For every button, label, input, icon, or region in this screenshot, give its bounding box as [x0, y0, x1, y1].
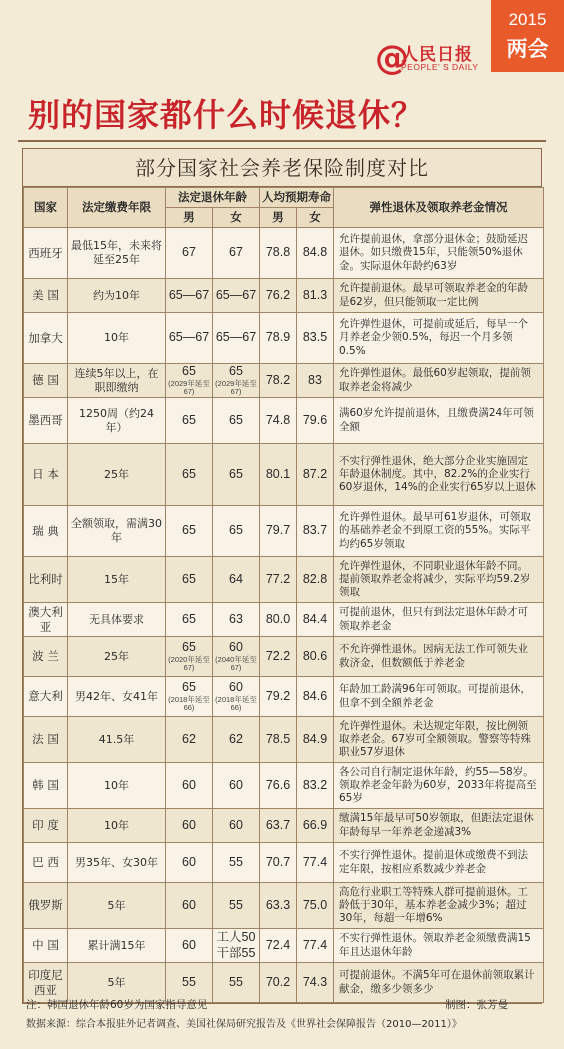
table-row: [24, 603, 544, 637]
cell-pay-years: [68, 603, 166, 637]
cell-retire-male-value: 67: [182, 245, 196, 260]
cell-pay-years-value: 15年: [104, 572, 129, 586]
cell-flex-retirement: [334, 444, 544, 506]
cell-retire-male-value: 62: [182, 731, 196, 746]
cell-retire-male: [166, 506, 213, 557]
cell-flex-retirement-value: 可提前退休。不满5年可在退休前领取累计献金，缴多少领多少: [339, 969, 535, 995]
table-row: [24, 883, 544, 929]
cell-country-value: 墨西哥: [28, 413, 63, 428]
cell-flex-retirement-value: 满60岁允许提前退休，且缴费满24年可领全额: [339, 407, 534, 433]
cell-retire-female-value: 60: [229, 817, 243, 832]
cell-retire-male: [166, 929, 213, 963]
cell-life-female: [297, 557, 334, 603]
data-table: [23, 187, 544, 1003]
footer-note-row: [26, 997, 538, 1012]
cell-retire-female-value: 60: [229, 777, 243, 792]
cell-pay-years: [68, 843, 166, 883]
cell-retire-male: [166, 677, 213, 717]
cell-retire-female: [213, 506, 260, 557]
cell-life-male-value: 72.4: [265, 937, 291, 952]
table-row: [24, 809, 544, 843]
cell-retire-female-note: (2029年延至67): [215, 379, 257, 397]
cell-life-female-value: 83.2: [302, 777, 328, 792]
cell-country-value: 意大利: [28, 689, 63, 704]
cell-life-male-value: 70.7: [265, 854, 291, 869]
cell-flex-retirement-value: 可提前退休，但只有到法定退休年龄才可领取养老金: [339, 606, 528, 632]
cell-pay-years-value: 5年: [107, 898, 126, 912]
header-life-female: 女: [297, 208, 334, 228]
cell-life-male-value: 78.9: [265, 330, 291, 345]
cell-life-female-value: 66.9: [302, 817, 328, 832]
header-life-male: 男: [260, 208, 297, 228]
cell-flex-retirement: [334, 763, 544, 809]
cell-country-value: 印 度: [32, 818, 59, 833]
cell-life-female: [297, 637, 334, 677]
cell-life-female: [297, 763, 334, 809]
cell-country: [24, 228, 68, 279]
cell-retire-male-value: 65—67: [168, 287, 210, 302]
cell-flex-retirement-value: 允许提前退休，拿部分退休金；鼓励延迟退休。如只缴费15年，只能领50%退休金。实际退休年龄约63岁: [339, 233, 528, 272]
cell-life-female: [297, 364, 334, 398]
cell-flex-retirement: [334, 603, 544, 637]
cell-life-female: [297, 717, 334, 763]
cell-retire-male: [166, 763, 213, 809]
cell-retire-female-value: 55: [229, 974, 243, 989]
cell-flex-retirement-value: 缴满15年最早可50岁领取，但距法定退休年龄每早一年养老金递减3%: [339, 812, 534, 838]
cell-life-female: [297, 313, 334, 364]
cell-country-value: 韩 国: [32, 778, 59, 793]
cell-retire-female: [213, 228, 260, 279]
cell-country: [24, 883, 68, 929]
cell-country: [24, 398, 68, 444]
cell-pay-years-value: 25年: [104, 649, 129, 663]
cell-life-male: [260, 717, 297, 763]
cell-retire-female-value: 工人50 干部55: [216, 929, 256, 960]
cell-life-male: [260, 313, 297, 364]
cell-retire-male-value: 65: [182, 571, 196, 586]
cell-life-male: [260, 637, 297, 677]
cell-pay-years-value: 累计满15年: [87, 938, 146, 952]
cell-retire-male: [166, 313, 213, 364]
cell-flex-retirement-value: 各公司自行制定退休年龄，约55—58岁。领取养老金年龄为60岁，2033年将提高至65岁: [339, 765, 537, 805]
table-row: [24, 506, 544, 557]
cell-flex-retirement-value: 年龄加工龄满96年可领取。可提前退休，但拿不到全额养老金: [339, 683, 531, 709]
cell-retire-female: [213, 883, 260, 929]
cell-life-female-value: 84.6: [302, 688, 328, 703]
cell-country: [24, 929, 68, 963]
cell-retire-male-value: 65: [182, 611, 196, 626]
cell-pay-years-value: 男42年、女41年: [75, 689, 158, 703]
cell-retire-male-value: 60: [182, 777, 196, 792]
cell-pay-years-value: 无具体要求: [89, 612, 144, 626]
cell-country-value: 波 兰: [32, 649, 59, 664]
header-retire-age: 法定退休年龄: [166, 188, 260, 208]
cell-retire-female-value: 64: [229, 571, 243, 586]
logo-en-text: PEOPLE' S DAILY: [401, 62, 479, 72]
cell-life-male-value: 80.1: [265, 466, 291, 481]
cell-country: [24, 364, 68, 398]
cell-life-male: [260, 506, 297, 557]
cell-pay-years: [68, 717, 166, 763]
cell-flex-retirement-value: 不实行弹性退休。提前退休或缴费不到法定年限，按相应系数减少养老金: [339, 849, 528, 875]
cell-country: [24, 809, 68, 843]
cell-flex-retirement: [334, 637, 544, 677]
table-row: [24, 557, 544, 603]
cell-life-female: [297, 843, 334, 883]
cell-pay-years: [68, 279, 166, 313]
cell-flex-retirement-value: 不允许弹性退休。因病无法工作可领失业救济金，但数额低于养老金: [339, 643, 528, 669]
cell-pay-years: [68, 313, 166, 364]
cell-life-male-value: 78.8: [265, 245, 291, 260]
cell-country: [24, 557, 68, 603]
cell-life-male: [260, 364, 297, 398]
cell-retire-female: [213, 557, 260, 603]
cell-life-female: [297, 279, 334, 313]
cell-life-male: [260, 228, 297, 279]
cell-flex-retirement: [334, 557, 544, 603]
cell-country-value: 法 国: [32, 732, 59, 747]
cell-life-male-value: 79.2: [265, 688, 291, 703]
cell-retire-male: [166, 843, 213, 883]
cell-retire-female-value: 67: [229, 245, 243, 260]
cell-life-female-value: 84.4: [302, 611, 328, 626]
cell-country-value: 美 国: [32, 288, 59, 303]
cell-retire-female: [213, 398, 260, 444]
cell-retire-male-value: 65: [182, 523, 196, 538]
cell-flex-retirement-value: 高危行业职工等特殊人群可提前退休。工龄低于30年，基本养老金减少3%；超过30年，每超一年增6%: [339, 885, 528, 925]
cell-pay-years-value: 全额领取，需满30年: [71, 517, 162, 544]
cell-life-female: [297, 883, 334, 929]
cell-country-value: 巴 西: [32, 855, 59, 870]
cell-pay-years: [68, 228, 166, 279]
cell-flex-retirement: [334, 809, 544, 843]
cell-country-value: 瑞 典: [32, 523, 59, 538]
header-retire-female: 女: [213, 208, 260, 228]
cell-life-male-value: 76.2: [265, 287, 291, 302]
header-life-expectancy: 人均预期寿命: [260, 188, 334, 208]
cell-life-male: [260, 557, 297, 603]
cell-retire-female: [213, 843, 260, 883]
cell-flex-retirement: [334, 313, 544, 364]
cell-pay-years: [68, 444, 166, 506]
cell-pay-years-value: 5年: [107, 975, 126, 989]
cell-flex-retirement: [334, 843, 544, 883]
cell-flex-retirement: [334, 883, 544, 929]
cell-retire-male: [166, 364, 213, 398]
cell-pay-years-value: 25年: [104, 467, 129, 481]
cell-life-male-value: 70.2: [265, 974, 291, 989]
cell-pay-years-value: 1250周（约24年）: [79, 406, 154, 434]
cell-life-male: [260, 809, 297, 843]
table-caption: 部分国家社会养老保险制度对比: [23, 149, 541, 187]
cell-retire-female-value: 60: [229, 680, 243, 695]
page-title: 别的国家都什么时候退休？: [28, 96, 425, 134]
cell-country: [24, 843, 68, 883]
title-divider: [18, 140, 546, 142]
cell-retire-female-value: 65: [229, 466, 243, 481]
cell-life-female-value: 75.0: [302, 897, 328, 912]
cell-retire-female: [213, 677, 260, 717]
cell-retire-male-value: 55: [182, 974, 196, 989]
cell-retire-female: [213, 603, 260, 637]
cell-life-male: [260, 444, 297, 506]
cell-life-male: [260, 677, 297, 717]
cell-country-value: 印度尼西亚: [28, 968, 63, 997]
badge-year: 2015: [508, 10, 547, 29]
cell-life-male-value: 79.7: [265, 523, 291, 538]
cell-country: [24, 717, 68, 763]
cell-pay-years: [68, 677, 166, 717]
cell-pay-years-value: 最低15年，未来将延至25年: [71, 239, 162, 266]
cell-retire-female: [213, 364, 260, 398]
cell-pay-years-value: 约为10年: [93, 288, 140, 302]
cell-flex-retirement-value: 允许弹性退休。最低60岁起领取，提前领取养老金将减少: [339, 367, 531, 393]
cell-country: [24, 279, 68, 313]
cell-flex-retirement: [334, 717, 544, 763]
table-row: [24, 364, 544, 398]
footer-note: 注：韩国退休年龄60岁为国家指导意见: [26, 999, 208, 1011]
table-row: [24, 843, 544, 883]
cell-flex-retirement-value: 不实行弹性退休，绝大部分企业实施固定年龄退休制度。其中，82.2%的企业实行60岁退休，14%的企业实行65岁以上退休: [339, 454, 537, 494]
cell-retire-male: [166, 398, 213, 444]
cell-retire-male: [166, 637, 213, 677]
pension-comparison-table: [22, 148, 542, 1004]
cell-retire-male-value: 65: [182, 680, 196, 695]
cell-retire-male-value: 65: [182, 640, 196, 655]
cell-life-male: [260, 279, 297, 313]
cell-retire-male-value: 60: [182, 937, 196, 952]
cell-country-value: 比利时: [28, 572, 63, 587]
cell-pay-years-value: 10年: [104, 818, 129, 832]
table-row: [24, 637, 544, 677]
cell-life-male: [260, 883, 297, 929]
cell-retire-male: [166, 717, 213, 763]
cell-life-male-value: 63.7: [265, 817, 291, 832]
cell-flex-retirement-value: 不实行弹性退休。领取养老金须缴费满15年且达退休年龄: [339, 932, 531, 958]
badge-event: 两会: [506, 37, 549, 61]
cell-retire-female: [213, 444, 260, 506]
cell-life-female-value: 82.8: [302, 571, 328, 586]
cell-retire-female-value: 55: [229, 854, 243, 869]
table-row: [24, 929, 544, 963]
cell-retire-male: [166, 603, 213, 637]
cell-life-female-value: 77.4: [302, 854, 328, 869]
cell-pay-years: [68, 763, 166, 809]
cell-retire-male-note: (2020年延至67): [168, 655, 210, 673]
cell-retire-female-value: 65—67: [215, 287, 257, 302]
cell-life-male-value: 78.5: [265, 731, 291, 746]
cell-flex-retirement-value: 允许提前退休。最早可领取养老金的年龄是62岁，但只能领取一定比例: [339, 282, 528, 308]
cell-pay-years-value: 男35年、女30年: [75, 855, 158, 869]
table-row: [24, 763, 544, 809]
cell-pay-years-value: 41.5年: [98, 732, 135, 746]
cell-retire-male: [166, 228, 213, 279]
header-retire-male: 男: [166, 208, 213, 228]
cell-country-value: 日 本: [32, 467, 59, 482]
cell-life-male: [260, 398, 297, 444]
cell-life-male-value: 78.2: [265, 372, 291, 387]
cell-life-male-value: 77.2: [265, 571, 291, 586]
cell-life-female: [297, 506, 334, 557]
cell-life-male-value: 72.2: [265, 648, 291, 663]
table-row: [24, 313, 544, 364]
cell-flex-retirement: [334, 506, 544, 557]
cell-country: [24, 313, 68, 364]
cell-country: [24, 637, 68, 677]
logo-cn-text: 人民日报: [401, 45, 473, 65]
cell-flex-retirement-value: 允许弹性退休。最早可61岁退休，可领取的基础养老金不到原工资的55%。实际平均约65岁领取: [339, 511, 531, 550]
header-pay-years: 法定缴费年限: [68, 188, 166, 228]
cell-flex-retirement: [334, 398, 544, 444]
table-row: [24, 717, 544, 763]
cell-life-male: [260, 603, 297, 637]
cell-retire-female: [213, 809, 260, 843]
cell-pay-years: [68, 809, 166, 843]
cell-country-value: 加拿大: [28, 330, 63, 345]
cell-pay-years: [68, 883, 166, 929]
cell-pay-years-value: 10年: [104, 778, 129, 792]
cell-retire-male: [166, 279, 213, 313]
cell-retire-male-value: 60: [182, 897, 196, 912]
cell-retire-male: [166, 883, 213, 929]
cell-flex-retirement: [334, 279, 544, 313]
cell-retire-male-note: (2029年延至67): [168, 379, 210, 397]
cell-life-female-value: 79.6: [302, 412, 328, 427]
cell-retire-female-value: 65: [229, 523, 243, 538]
cell-life-female-value: 83: [308, 372, 322, 387]
cell-life-female: [297, 603, 334, 637]
cell-life-female-value: 87.2: [302, 466, 328, 481]
cell-retire-female: [213, 763, 260, 809]
cell-country: [24, 603, 68, 637]
cell-life-female: [297, 677, 334, 717]
footer-maker: 制图：张芳曼: [445, 999, 508, 1011]
cell-life-female: [297, 398, 334, 444]
cell-life-female-value: 77.4: [302, 937, 328, 952]
cell-country-value: 西班牙: [28, 245, 63, 260]
cell-country: [24, 444, 68, 506]
cell-pay-years-value: 10年: [104, 331, 129, 345]
cell-retire-female: [213, 717, 260, 763]
cell-pay-years: [68, 637, 166, 677]
cell-flex-retirement-value: 允许弹性退休。未达规定年限，按比例领取养老金。67岁可全额领取。警察等特殊职业57岁退休: [339, 719, 531, 759]
table-row: [24, 677, 544, 717]
cell-retire-female: [213, 279, 260, 313]
cell-pay-years: [68, 506, 166, 557]
cell-retire-female-note: (2040年延至67): [215, 655, 257, 673]
cell-country: [24, 677, 68, 717]
cell-retire-female: [213, 637, 260, 677]
cell-country-value: 中 国: [32, 938, 59, 953]
cell-retire-female-value: 65: [229, 364, 243, 379]
cell-life-male-value: 63.3: [265, 897, 291, 912]
cell-pay-years: [68, 398, 166, 444]
cell-retire-female: [213, 313, 260, 364]
cell-retire-female-value: 63: [229, 611, 243, 626]
cell-pay-years: [68, 929, 166, 963]
cell-life-female: [297, 228, 334, 279]
cell-flex-retirement: [334, 364, 544, 398]
cell-retire-female-note: (2018年延至66): [215, 695, 257, 713]
cell-retire-female-value: 65—67: [215, 330, 257, 345]
cell-retire-male: [166, 809, 213, 843]
cell-pay-years: [68, 557, 166, 603]
cell-retire-male-value: 65: [182, 412, 196, 427]
cell-retire-male-value: 65: [182, 364, 196, 379]
table-row: [24, 398, 544, 444]
cell-life-female: [297, 809, 334, 843]
year-badge: [491, 0, 564, 72]
header-flex-retirement: 弹性退休及领取养老金情况: [334, 188, 544, 228]
cell-retire-female-value: 55: [229, 897, 243, 912]
cell-life-male-value: 76.6: [265, 777, 291, 792]
cell-retire-female-value: 65: [229, 412, 243, 427]
cell-flex-retirement: [334, 677, 544, 717]
header-country: 国家: [24, 188, 68, 228]
cell-flex-retirement: [334, 929, 544, 963]
cell-life-female-value: 84.9: [302, 731, 328, 746]
cell-retire-female-value: 60: [229, 640, 243, 655]
cell-flex-retirement-value: 允许弹性退休，可提前或延后，每早一个月养老金少领0.5%，每迟一个月多领0.5%: [339, 318, 528, 357]
cell-retire-male: [166, 557, 213, 603]
cell-retire-male-value: 60: [182, 817, 196, 832]
cell-country-value: 俄罗斯: [28, 898, 63, 913]
cell-life-male: [260, 843, 297, 883]
footer-source: 数据来源：综合本报驻外记者调查、美国社保局研究报告及《世界社会保障报告（2010—2011）》: [26, 1019, 462, 1030]
cell-retire-female: [213, 929, 260, 963]
cell-life-female: [297, 929, 334, 963]
cell-retire-male: [166, 444, 213, 506]
cell-life-male-value: 74.8: [265, 412, 291, 427]
cell-life-female: [297, 444, 334, 506]
table-row: [24, 444, 544, 506]
cell-country: [24, 506, 68, 557]
cell-retire-male-value: 65: [182, 466, 196, 481]
cell-country-value: 德 国: [32, 373, 59, 388]
cell-retire-male-note: (2018年延至66): [168, 695, 210, 713]
table-row: [24, 279, 544, 313]
cell-life-male-value: 80.0: [265, 611, 291, 626]
at-sign-icon: @: [375, 38, 409, 78]
cell-life-female-value: 83.5: [302, 330, 328, 345]
cell-country-value: 澳大利亚: [28, 605, 63, 634]
cell-pay-years: [68, 364, 166, 398]
table-row: [24, 228, 544, 279]
cell-life-female-value: 81.3: [302, 287, 328, 302]
table-body: [24, 228, 544, 1003]
cell-life-female-value: 74.3: [302, 974, 328, 989]
cell-retire-male-value: 65—67: [168, 330, 210, 345]
cell-life-male: [260, 929, 297, 963]
cell-life-male: [260, 763, 297, 809]
cell-life-female-value: 83.7: [302, 523, 328, 538]
cell-flex-retirement: [334, 228, 544, 279]
cell-flex-retirement-value: 允许弹性退休，不同职业退休年龄不同。提前领取养老金将减少，实际平均59.2岁领取: [339, 559, 531, 599]
cell-retire-male-value: 60: [182, 854, 196, 869]
cell-retire-female-value: 62: [229, 731, 243, 746]
cell-pay-years-value: 连续5年以上，在职即缴纳: [74, 366, 159, 394]
peoples-daily-logo: [375, 40, 485, 76]
cell-life-female-value: 80.6: [302, 648, 328, 663]
cell-country: [24, 763, 68, 809]
cell-life-female-value: 84.8: [302, 245, 328, 260]
